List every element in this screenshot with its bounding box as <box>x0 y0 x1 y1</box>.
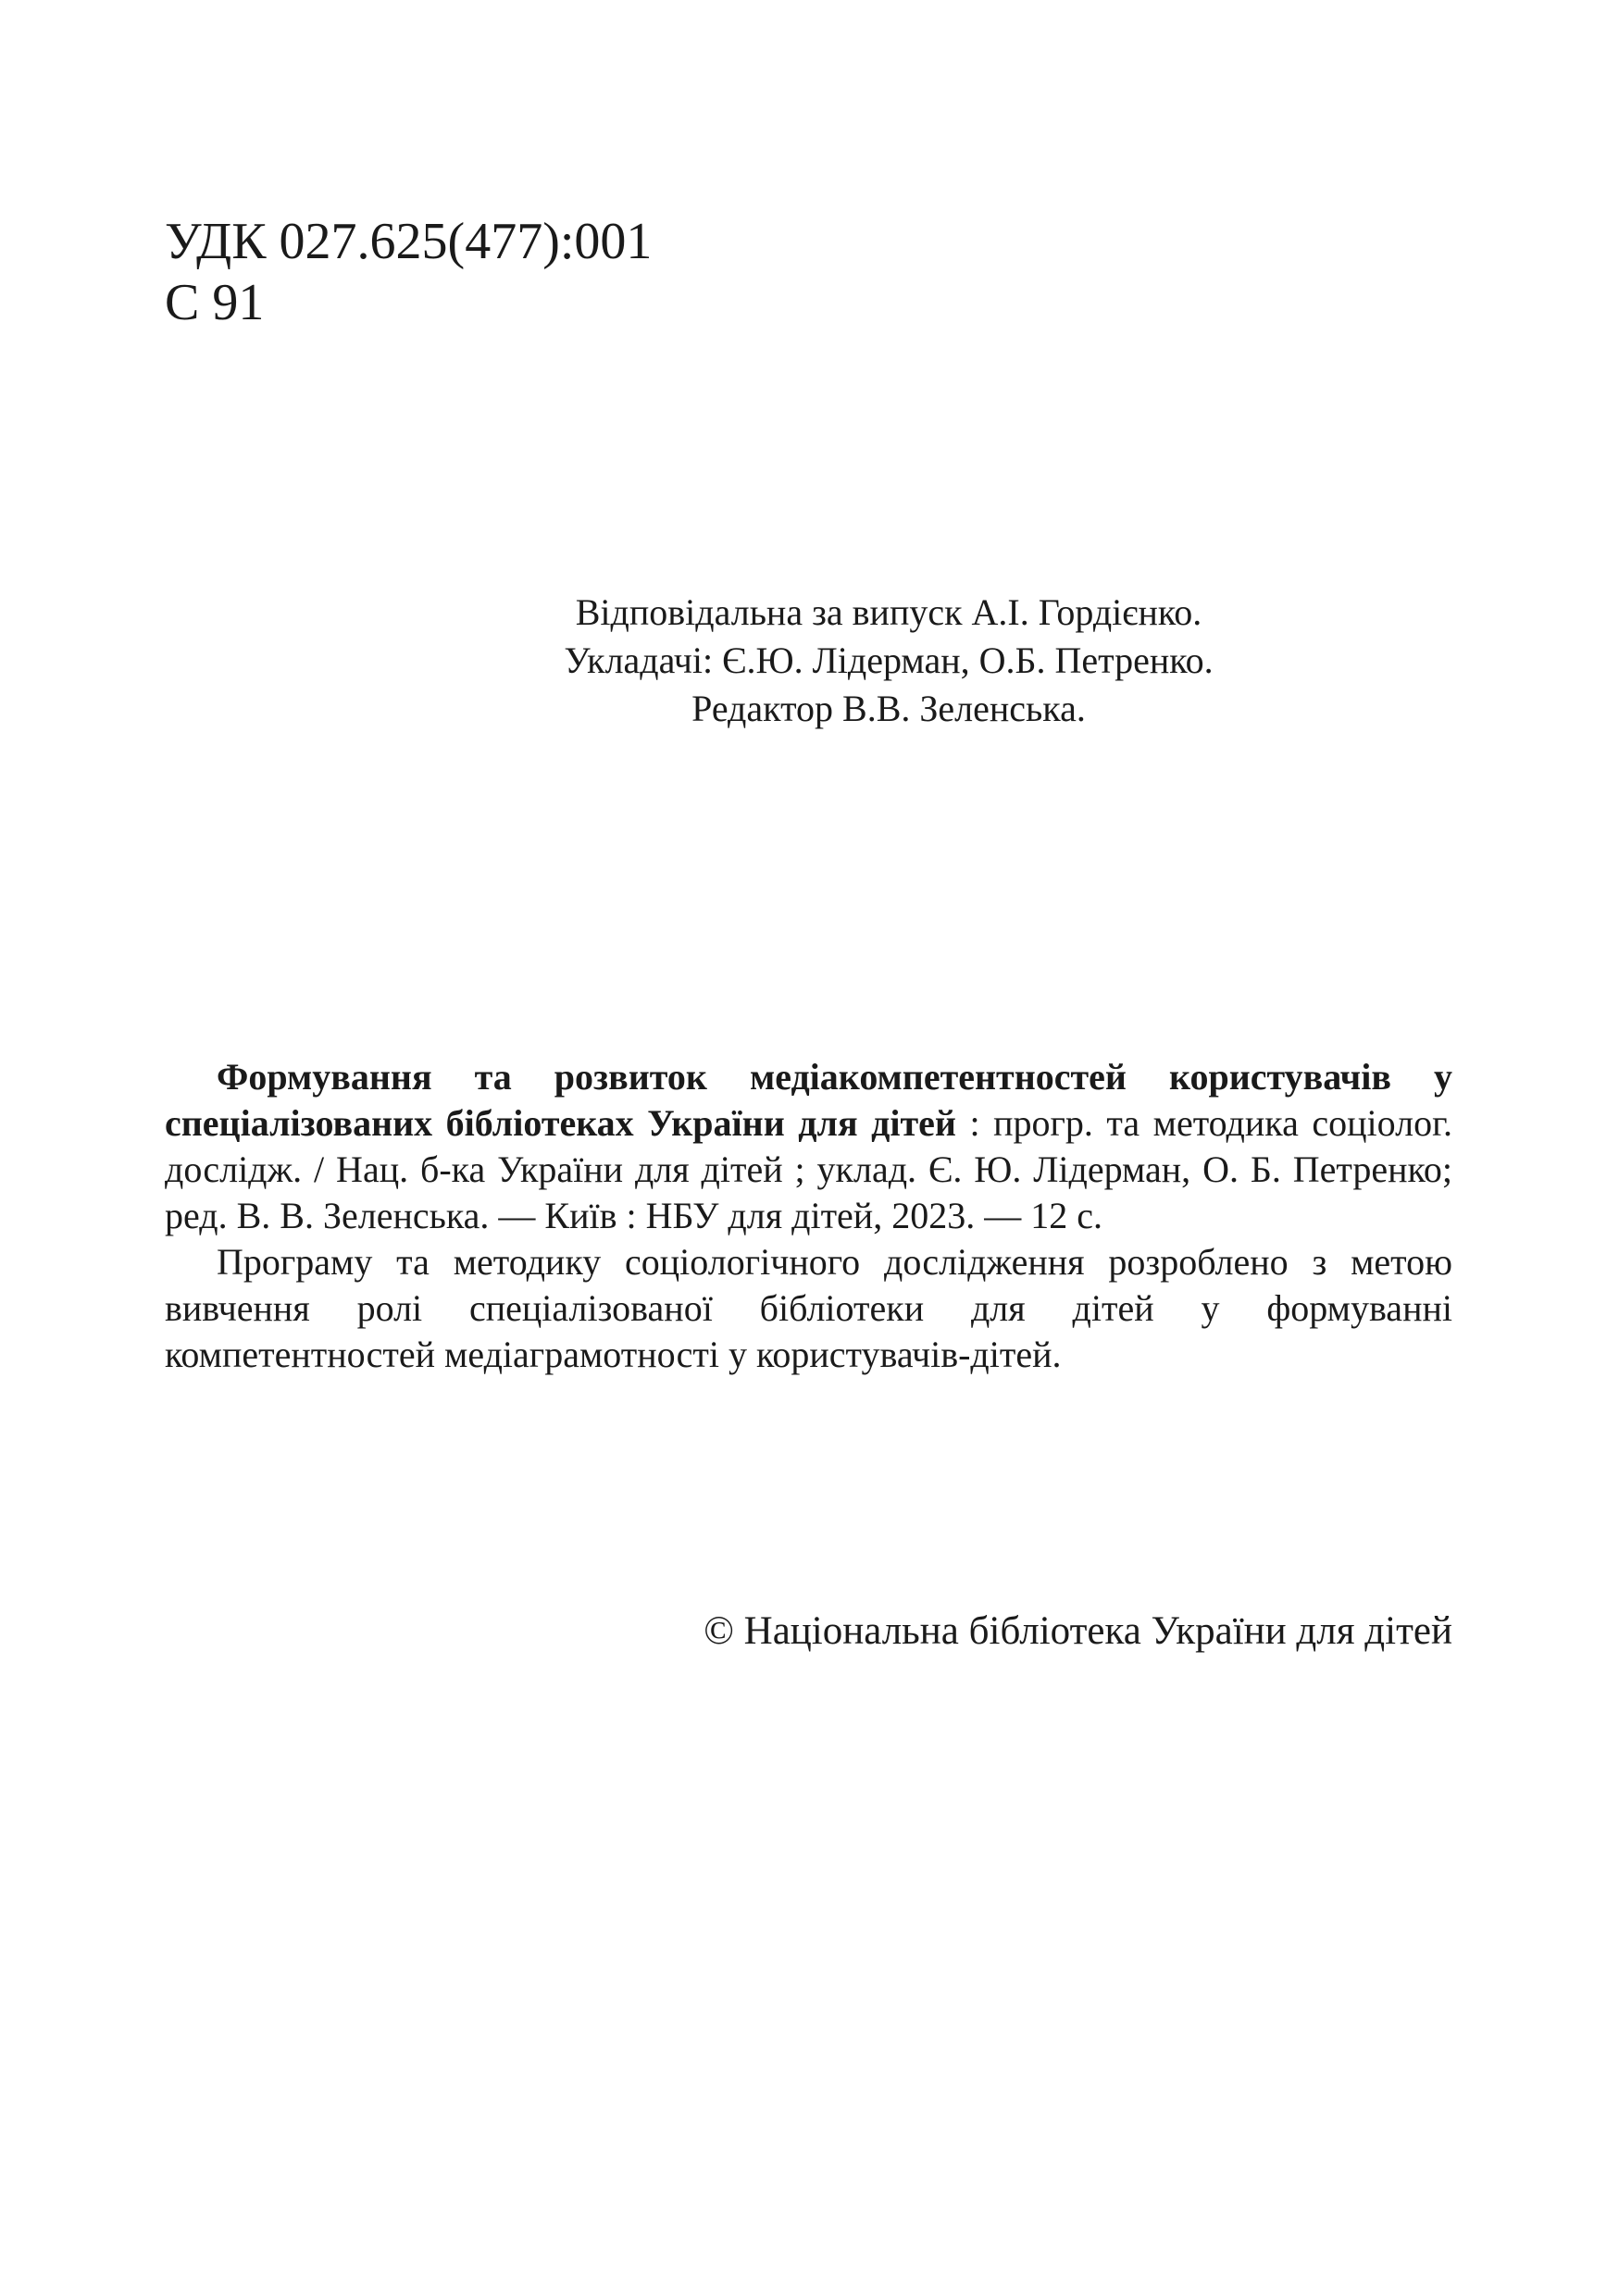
bibliographic-record <box>165 1054 1452 1239</box>
annotation: Програму та методику соціологічного дослідження розроблено з метою вивчення ролі спеціалізованої бібліотеки для дітей у формуванні компетентностей медіаграмотності у користувачів-дітей. <box>165 1241 1452 1375</box>
bibliographic-details: : прогр. та методика соціолог. дослідж. / Нац. б-ка України для дітей ; уклад. Є. Ю. Лідерман, О. Б. Петренко; ред. В. В. Зеленська. — Київ : НБУ для дітей, 2023. — 12 с. <box>165 1102 1452 1236</box>
classification-block <box>165 211 652 333</box>
copyright-notice: © Національна бібліотека України для дітей <box>704 1609 1452 1653</box>
author-mark: С 91 <box>165 274 265 331</box>
editor-line: Редактор В.В. Зеленська. <box>691 688 1086 729</box>
book-title: Формування та розвиток медіакомпетентностей користувачів у спеціалізованих бібліотеках України для дітей <box>165 1056 1452 1144</box>
credits-block <box>500 589 1277 733</box>
udk-code: УДК 027.625(477):001 <box>165 213 653 270</box>
compilers-line: Укладачі: Є.Ю. Лідерман, О.Б. Петренко. <box>564 639 1214 681</box>
bibliographic-block <box>165 1054 1452 1378</box>
responsible-line: Відповідальна за випуск А.І. Гордієнко. <box>575 591 1202 633</box>
